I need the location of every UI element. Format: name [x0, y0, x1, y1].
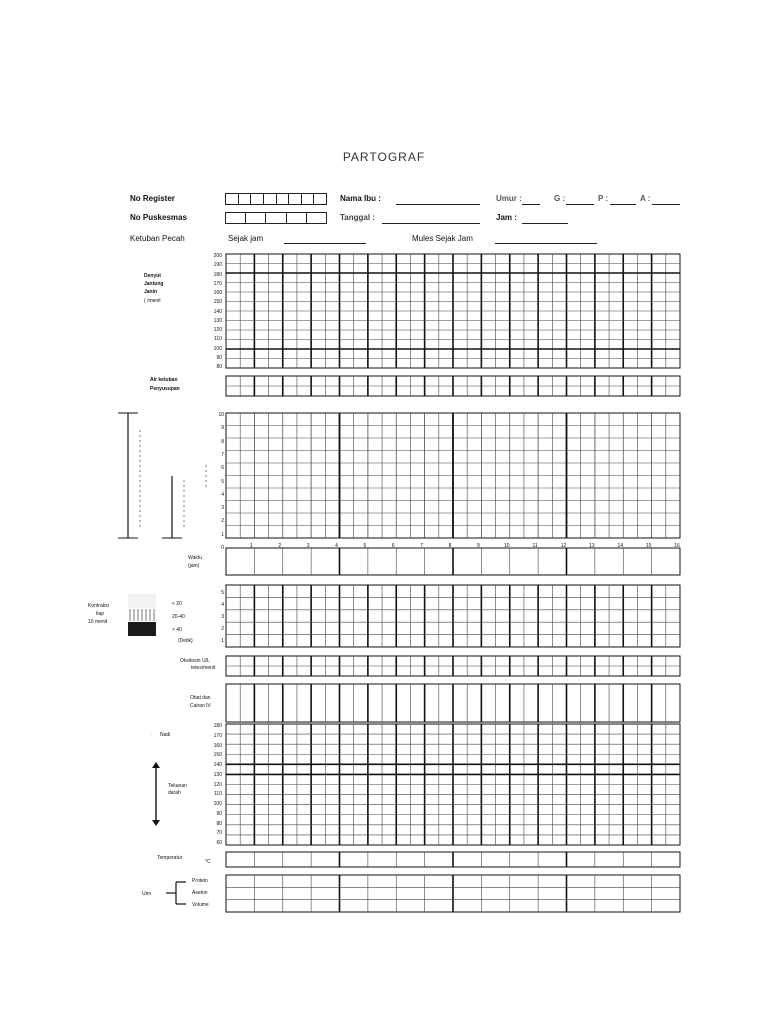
urin-grid[interactable]: [226, 875, 680, 912]
nadi-label: Nadi: [160, 732, 171, 738]
a-label: A :: [640, 194, 651, 203]
hour-tick-label: 3: [306, 543, 310, 549]
hour-tick-label: 5: [363, 543, 367, 549]
hour-tick-label: 11: [532, 543, 538, 549]
djj-label-2: Jantung: [144, 281, 164, 287]
axis-tick-label: 80: [216, 820, 222, 827]
axis-tick-label: 150: [213, 299, 222, 306]
hour-tick-label: 16: [674, 543, 680, 549]
cairan-label: Cairan IV: [190, 703, 211, 709]
kontraksi-label-3: 10 menit: [88, 619, 108, 625]
hour-tick-label: 8: [448, 543, 452, 549]
jam-label: Jam :: [496, 213, 517, 222]
kontraksi-grid[interactable]: [226, 585, 680, 647]
axis-tick-label: 90: [216, 354, 222, 361]
no-register-label: No Register: [130, 194, 175, 203]
axis-tick-label: 180: [213, 723, 222, 729]
legend-lt20: < 20: [172, 601, 182, 607]
axis-tick-label: 80: [216, 364, 222, 370]
hour-tick-label: 15: [645, 543, 652, 549]
axis-tick-label: 200: [213, 253, 222, 259]
ketuban-pecah-label: Ketuban Pecah: [130, 234, 185, 243]
penyusupan-label: Penyusupan: [150, 386, 180, 392]
kontraksi-legend-swatches: [128, 594, 156, 636]
legend-gt40: > 40: [172, 627, 182, 633]
axis-tick-label: 140: [213, 762, 222, 768]
hour-tick-label: 9: [476, 543, 480, 549]
vitals-grid[interactable]: [226, 724, 680, 845]
mules-sejak-jam-field[interactable]: [495, 243, 597, 244]
djj-label-1: Denyut: [144, 273, 161, 279]
axis-tick-label: 5: [221, 478, 224, 485]
axis-tick-label: 130: [213, 317, 222, 324]
hour-tick-label: 13: [589, 543, 595, 549]
axis-tick-label: 10: [218, 412, 224, 418]
axis-tick-label: 8: [221, 438, 224, 445]
volume-label: Volume: [192, 902, 209, 908]
axis-tick-label: 5: [221, 590, 224, 596]
umur-label: Umur :: [496, 194, 522, 203]
djj-label-4: ( /menit: [144, 298, 161, 304]
urin-bracket: [164, 880, 188, 908]
sejak-jam-label: Sejak jam: [228, 234, 264, 243]
p-label: P :: [598, 194, 609, 203]
axis-tick-label: 4: [221, 491, 224, 498]
axis-tick-label: 160: [213, 290, 222, 296]
tanggal-label: Tanggal :: [340, 213, 375, 222]
jam-unit-label: (jam): [188, 563, 200, 569]
axis-tick-label: 180: [213, 271, 222, 278]
djj-label-3: Janin: [144, 289, 158, 295]
axis-tick-label: 170: [213, 280, 222, 287]
nadi-bullet: ·: [150, 732, 152, 738]
no-register-boxes[interactable]: [225, 193, 327, 205]
p-field[interactable]: [610, 204, 636, 205]
cervix-descent-markers: [110, 410, 220, 545]
obat-label: Obat dan: [190, 695, 211, 701]
axis-tick-label: 100: [213, 801, 222, 807]
g-label: G :: [554, 194, 566, 203]
page-title: PARTOGRAF: [342, 150, 426, 164]
axis-tick-label: 170: [213, 732, 222, 739]
g-field[interactable]: [566, 204, 594, 205]
hour-tick-label: 4: [335, 543, 338, 549]
axis-tick-label: 160: [213, 742, 222, 749]
axis-tick-label: 120: [213, 327, 222, 333]
no-puskesmas-label: No Puskesmas: [130, 213, 187, 222]
axis-tick-label: 120: [213, 781, 222, 788]
urin-label: Urin: [142, 891, 152, 897]
sejak-jam-field[interactable]: [284, 243, 366, 244]
hour-tick-label: 10: [503, 543, 510, 549]
tekanan-label-2: darah: [168, 790, 181, 796]
tetes-menit-label: tetes/menit: [191, 665, 216, 671]
air-ketuban-grid[interactable]: [226, 376, 680, 396]
hour-tick-label: 2: [278, 543, 282, 549]
legend-detik: (Detik): [178, 638, 193, 644]
axis-tick-label: 130: [213, 771, 222, 778]
axis-tick-label: 4: [221, 602, 224, 608]
djj-grid[interactable]: [226, 254, 680, 368]
legend-20-40: 20-40: [172, 614, 185, 620]
jam-field[interactable]: [522, 223, 568, 224]
tekanan-label-1: Tekanan: [168, 783, 187, 789]
axis-tick-label: 110: [214, 336, 222, 343]
celsius-unit: °C: [205, 859, 211, 865]
kontraksi-label-1: Kontraksi: [88, 603, 109, 609]
cervix-grid[interactable]: [226, 413, 680, 538]
axis-tick-label: 1: [221, 531, 224, 538]
tekanan-arrow-icon: [150, 762, 162, 826]
axis-tick-label: 3: [221, 614, 224, 620]
time-grid[interactable]: [226, 548, 680, 575]
air-ketuban-label: Air ketuban: [150, 377, 178, 383]
axis-tick-label: 1: [221, 638, 224, 644]
axis-tick-label: 150: [213, 752, 222, 759]
axis-tick-label: 110: [214, 791, 222, 798]
oksitosin-label: Oksitosin U/L: [180, 658, 210, 664]
axis-tick-label: 3: [221, 505, 224, 512]
axis-tick-label: 2: [221, 626, 224, 632]
axis-tick-label: 9: [221, 425, 224, 432]
tanggal-field[interactable]: [382, 223, 480, 224]
axis-tick-label: 7: [221, 451, 224, 458]
umur-field[interactable]: [522, 204, 540, 205]
axis-tick-label: 2: [221, 518, 224, 525]
axis-tick-label: 100: [213, 345, 222, 352]
mules-sejak-jam-label: Mules Sejak Jam: [412, 234, 473, 243]
nama-ibu-field[interactable]: [396, 204, 480, 205]
axis-tick-label: 90: [216, 810, 222, 817]
protein-label: Protein: [192, 878, 208, 884]
temperatur-grid[interactable]: [226, 852, 680, 867]
hour-tick-label: 12: [560, 543, 567, 549]
temperatur-label: Temperatur: [157, 855, 183, 861]
aseton-label: Aseton: [192, 890, 208, 896]
axis-tick-label: 70: [216, 830, 222, 837]
a-field[interactable]: [652, 204, 680, 205]
no-puskesmas-boxes[interactable]: [225, 212, 327, 224]
axis-tick-label: 6: [221, 465, 224, 472]
oksitosin-grid[interactable]: [226, 656, 680, 676]
kontraksi-label-2: tiap: [96, 611, 105, 617]
axis-tick-label: 140: [213, 308, 222, 315]
waktu-label: Waktu: [188, 555, 202, 561]
axis-tick-label: 0: [221, 545, 224, 551]
hour-tick-label: 1: [249, 543, 253, 549]
obat-grid[interactable]: [226, 684, 680, 722]
hour-tick-label: 7: [420, 543, 424, 549]
hour-tick-label: 14: [617, 543, 624, 549]
axis-tick-label: 60: [216, 840, 222, 846]
nama-ibu-label: Nama Ibu :: [340, 194, 381, 203]
axis-tick-label: 190: [213, 262, 222, 269]
hour-tick-label: 6: [391, 543, 395, 549]
